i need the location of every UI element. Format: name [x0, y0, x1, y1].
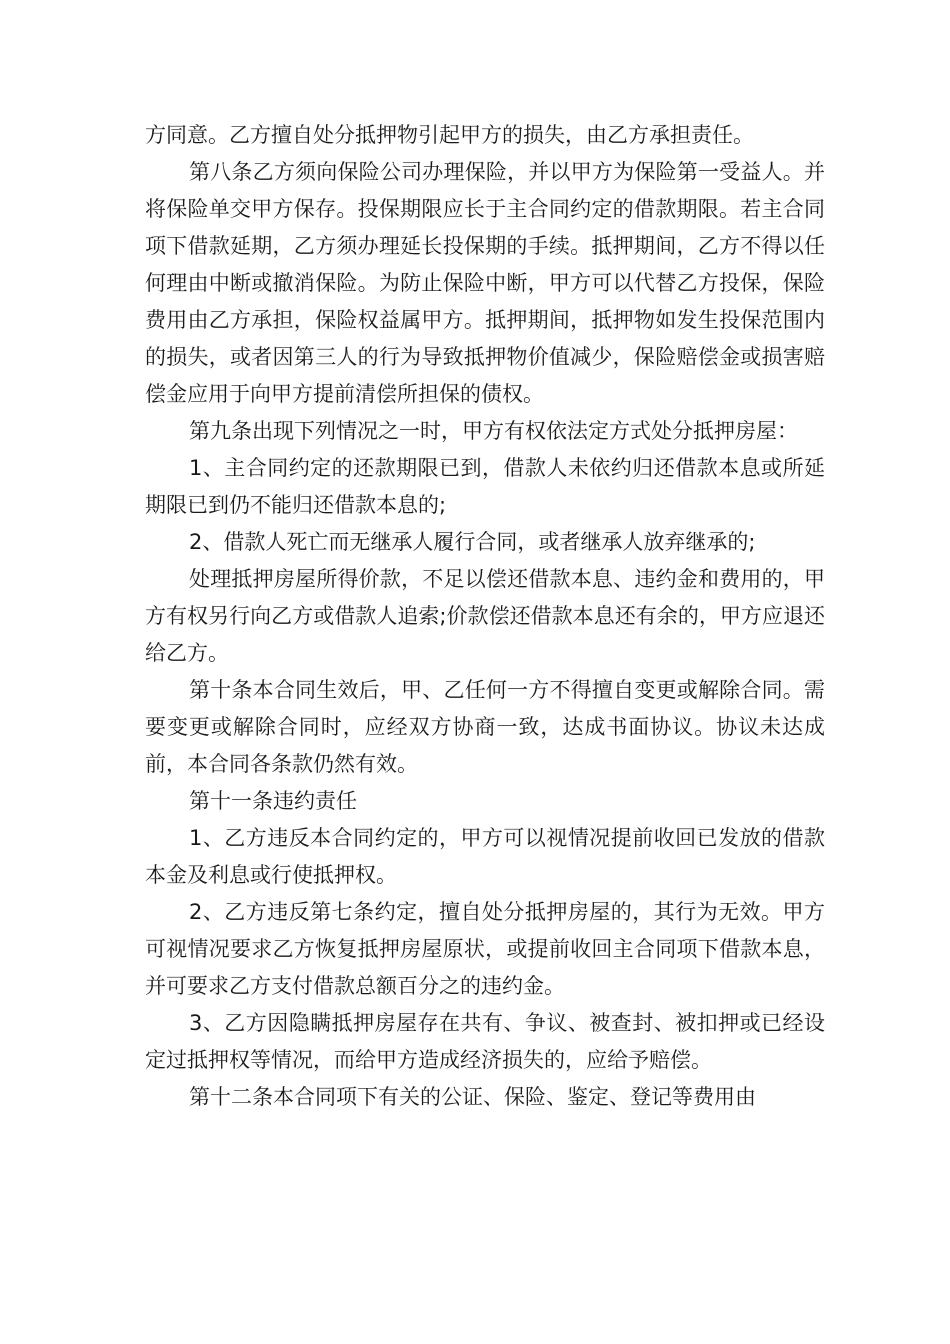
paragraph-article-12: 第十二条本合同项下有关的公证、保险、鉴定、登记等费用由 — [189, 1085, 756, 1109]
paragraph-disposal-proceeds: 处理抵押房屋所得价款，不足以偿还借款本息、违约金和费用的，甲方有权另行向乙方或借款人追索;价款偿还借款本息还有余的，甲方应退还给乙方。 — [145, 567, 825, 665]
paragraph-article-11-heading: 第十一条违约责任 — [189, 789, 357, 813]
paragraph-article-9-item-2: 2、借款人死亡而无继承人履行合同，或者继承人放弃继承的; — [189, 530, 756, 554]
paragraph-article-9-item-1: 1、主合同约定的还款期限已到，借款人未依约归还借款本息或所延期限已到仍不能归还借款本息的; — [145, 456, 825, 517]
paragraph-article-11-item-1: 1、乙方违反本合同约定的，甲方可以视情况提前收回已发放的借款本金及利息或行使抵押权。 — [145, 826, 825, 887]
paragraph-article-8: 第八条乙方须向保险公司办理保险，并以甲方为保险第一受益人。并将保险单交甲方保存。投保期限应长于主合同约定的借款期限。若主合同项下借款延期，乙方须办理延长投保期的手续。抵押期间，乙方不得以任何理由中断或撤消保险。为防止保险中断，甲方可以代替乙方投保，保险费用由乙方承担，保险权益属甲方。抵押期间，抵押物如发生投保范围内的损失，或者因第三人的行为导致抵押物价值减少，保险赔偿金或损害赔偿金应用于向甲方提前清偿所担保的债权。 — [145, 160, 825, 406]
paragraph-article-11-item-2: 2、乙方违反第七条约定，擅自处分抵押房屋的，其行为无效。甲方可视情况要求乙方恢复抵押房屋原状，或提前收回主合同项下借款本息，并可要求乙方支付借款总额百分之的违约金。 — [145, 900, 825, 998]
document-body — [145, 117, 825, 1116]
paragraph-1: 方同意。乙方擅自处分抵押物引起甲方的损失，由乙方承担责任。 — [145, 123, 754, 147]
paragraph-article-11-item-3: 3、乙方因隐瞒抵押房屋存在共有、争议、被查封、被扣押或已经设定过抵押权等情况，而给甲方造成经济损失的，应给予赔偿。 — [145, 1011, 825, 1072]
paragraph-article-9: 第九条出现下列情况之一时，甲方有权依法定方式处分抵押房屋： — [189, 419, 798, 443]
paragraph-article-10: 第十条本合同生效后，甲、乙任何一方不得擅自变更或解除合同。需要变更或解除合同时，应经双方协商一致，达成书面协议。协议未达成前，本合同各条款仍然有效。 — [145, 678, 825, 776]
